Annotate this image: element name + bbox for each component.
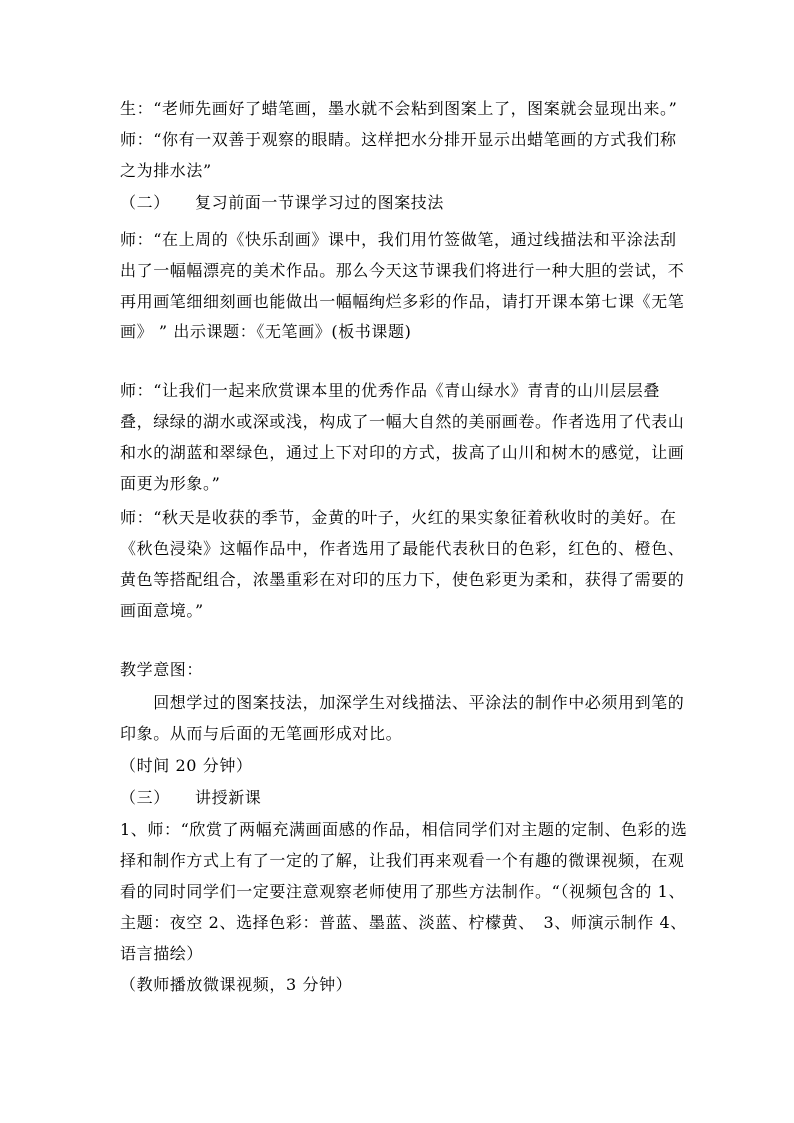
text-line: 主题：夜空 2、选择色彩：普蓝、墨蓝、淡蓝、柠檬黄、 3、师演示制作 4、 xyxy=(120,913,687,932)
text-line: 生：“老师先画好了蜡笔画，墨水就不会粘到图案上了，图案就会显现出来。” xyxy=(120,99,678,118)
text-line: 师：“你有一双善于观察的眼睛。这样把水分排开显示出蜡笔画的方式我们称 xyxy=(120,130,677,149)
text-line: 和水的湖蓝和翠绿色，通过上下对印的方式，拔高了山川和树木的感觉，让画 xyxy=(120,443,685,462)
text-line: 印象。从而与后面的无笔画形成对比。 xyxy=(120,724,403,743)
text-line: 1、师：“欣赏了两幅充满画面感的作品，相信同学们对主题的定制、色彩的选 xyxy=(120,820,688,839)
text-line: 《秋色浸染》这幅作品中，作者选用了最能代表秋日的色彩，红色的、橙色、 xyxy=(120,539,685,558)
teaching-intent-label: 教学意图： xyxy=(120,660,204,679)
text-line: 语言描绘） xyxy=(120,944,204,963)
text-line: 择和制作方式上有了一定的了解，让我们再来观看一个有趣的微课视频，在观 xyxy=(120,851,685,870)
text-line: 出了一幅幅漂亮的美术作品。那么今天这节课我们将进行一种大胆的尝试，不 xyxy=(120,261,685,280)
time-note: （时间 20 分钟） xyxy=(120,756,253,775)
text-line: 师：“在上周的《快乐刮画》课中，我们用竹签做笔，通过线描法和平涂法刮 xyxy=(120,230,677,249)
text-line: 黄色等搭配组合，浓墨重彩在对印的压力下，使色彩更为柔和，获得了需要的 xyxy=(120,570,685,589)
text-line: 看的同时同学们一定要注意观察老师使用了那些方法制作。“（视频包含的 1、 xyxy=(120,882,686,901)
text-line: 之为排水法” xyxy=(120,161,212,180)
section-heading: （二） 复习前面一节课学习过的图案技法 xyxy=(120,193,445,212)
time-note: （教师播放微课视频，3 分钟） xyxy=(120,975,353,994)
text-line: 师：“让我们一起来欣赏课本里的优秀作品《青山绿水》青青的山川层层叠 xyxy=(120,381,660,400)
text-line: 师：“秋天是收获的季节，金黄的叶子，火红的果实象征着秋收时的美好。在 xyxy=(120,508,677,527)
text-line: 画》 ” 出示课题：《无笔画》(板书课题) xyxy=(120,322,412,341)
text-line: 再用画笔细细刻画也能做出一幅幅绚烂多彩的作品，请打开课本第七课《无笔 xyxy=(120,292,685,311)
text-line: 回想学过的图案技法，加深学生对线描法、平涂法的制作中必须用到笔的 xyxy=(120,693,685,712)
section-heading: （三） 讲授新课 xyxy=(120,788,262,807)
text-line: 画面意境。” xyxy=(120,601,204,620)
text-line: 面更为形象。” xyxy=(120,474,221,493)
text-line: 叠，绿绿的湖水或深或浅，构成了一幅大自然的美丽画卷。作者选用了代表山 xyxy=(120,412,685,431)
